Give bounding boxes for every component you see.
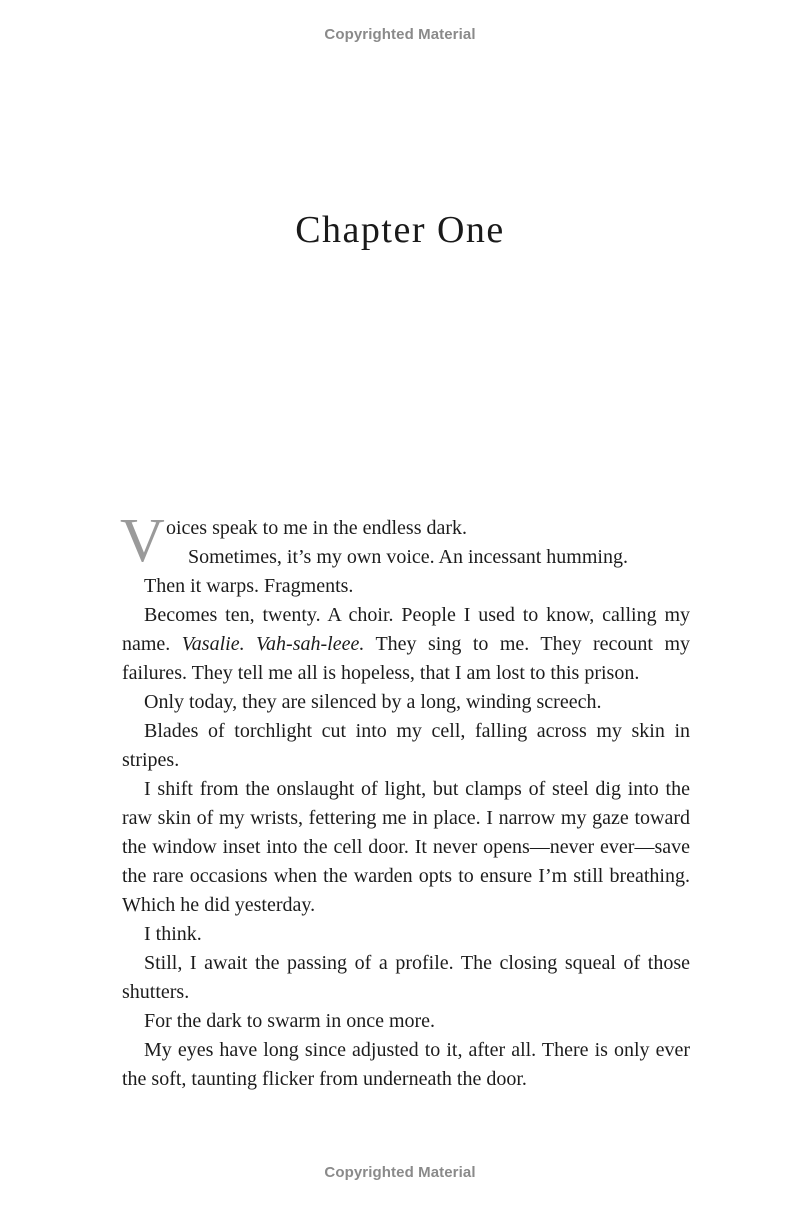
paragraph-1-text: oices speak to me in the endless dark.	[166, 517, 468, 539]
copyright-watermark-bottom: Copyrighted Material	[324, 1164, 476, 1181]
paragraph-10: For the dark to swarm in once more.	[144, 1010, 436, 1032]
paragraph-7: I shift from the onslaught of light, but clamps of steel dig into the raw skin of my wrists, fettering me in place. I narrow my gaze toward the window inset into the cell door. It never opens—never ever—save the rare occasions when the warden opts to ensure I’m still breathing. Which he did yesterday.	[122, 778, 690, 916]
chapter-body	[120, 507, 690, 1094]
paragraph-9: Still, I await the passing of a profile. The closing squeal of those shutters.	[122, 952, 690, 1003]
paragraph-5: Only today, they are silenced by a long, winding screech.	[144, 691, 602, 713]
drop-cap: V	[120, 507, 165, 575]
paragraph-8: I think.	[144, 923, 202, 945]
chapter-title: Chapter One	[295, 209, 505, 251]
paragraph-11: My eyes have long since adjusted to it, after all. There is only ever the soft, taunting flicker from underneath the door.	[122, 1039, 690, 1090]
paragraph-3: Then it warps. Fragments.	[144, 575, 354, 597]
paragraph-4-text-b: They sing to me. They recount my failures. They tell me all is hopeless, that I am lost to this prison.	[122, 633, 690, 684]
paragraph-6: Blades of torchlight cut into my cell, falling across my skin in stripes.	[122, 720, 690, 771]
paragraph-4-italic-name: Vasalie. Vah-sah-leee.	[181, 633, 365, 655]
paragraph-2: Sometimes, it’s my own voice. An incessant humming.	[188, 546, 628, 568]
paragraph-4-text-a: Becomes ten, twenty. A choir. People I used to know, calling my name.	[122, 604, 690, 655]
copyright-watermark-top: Copyrighted Material	[324, 26, 476, 43]
paragraph-4	[122, 601, 690, 688]
